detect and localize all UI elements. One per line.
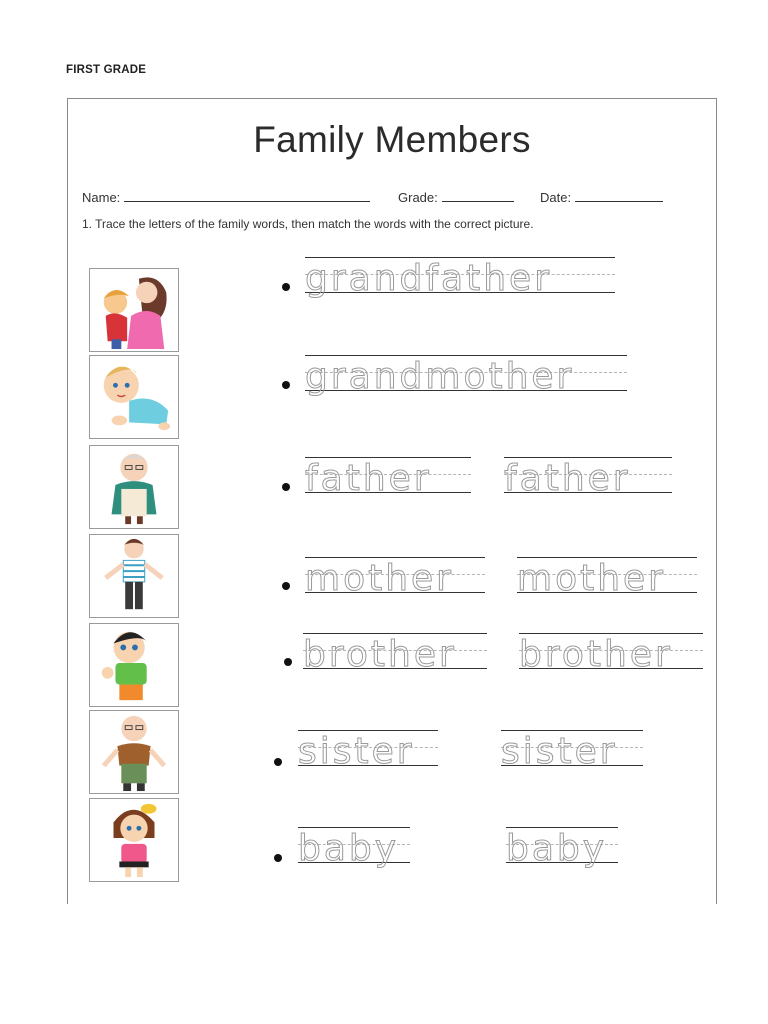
trace-word: mother <box>305 558 454 599</box>
grade-field <box>398 189 514 205</box>
trace-line-baby <box>298 827 410 869</box>
trace-line-baby <box>506 827 618 869</box>
crawling-baby-icon <box>89 355 179 439</box>
trace-line-brother <box>519 633 703 675</box>
trace-word: father <box>504 458 631 499</box>
trace-line-mother <box>517 557 697 599</box>
grade-label: Grade: <box>398 190 438 205</box>
trace-word: father <box>305 458 432 499</box>
trace-word: brother <box>303 634 457 675</box>
trace-line-mother <box>305 557 485 599</box>
date-blank <box>575 189 663 202</box>
trace-word: sister <box>298 731 415 772</box>
mother-holding-child-icon <box>89 268 179 352</box>
instruction-text: 1. Trace the letters of the family words, then match the words with the correct picture. <box>82 217 534 231</box>
trace-word: sister <box>501 731 618 772</box>
trace-line-sister <box>298 730 438 772</box>
trace-word: mother <box>517 558 666 599</box>
bullet <box>274 854 282 862</box>
date-field <box>540 189 663 205</box>
bullet <box>282 283 290 291</box>
grade-blank <box>442 189 514 202</box>
bullet <box>282 582 290 590</box>
document-label: FIRST GRADE <box>66 64 147 76</box>
worksheet <box>67 98 717 904</box>
trace-word: grandmother <box>305 356 575 397</box>
trace-line-grandfather <box>305 257 615 299</box>
father-icon <box>89 534 179 618</box>
trace-word: baby <box>506 828 608 869</box>
name-field <box>82 189 370 205</box>
date-label: Date: <box>540 190 572 205</box>
trace-line-brother <box>303 633 487 675</box>
trace-word: baby <box>298 828 400 869</box>
bullet <box>274 758 282 766</box>
name-blank <box>124 189 370 202</box>
trace-word: brother <box>519 634 673 675</box>
trace-line-grandmother <box>305 355 627 397</box>
trace-line-father <box>305 457 471 499</box>
trace-line-father <box>504 457 672 499</box>
worksheet-title: Family Members <box>253 119 531 160</box>
grandmother-icon <box>89 445 179 529</box>
bullet <box>282 381 290 389</box>
trace-line-sister <box>501 730 643 772</box>
bullet <box>282 483 290 491</box>
name-label: Name: <box>82 190 121 205</box>
grandfather-icon <box>89 710 179 794</box>
trace-word: grandfather <box>305 258 552 299</box>
bullet <box>284 658 292 666</box>
sister-icon <box>89 798 179 882</box>
brother-icon <box>89 623 179 707</box>
